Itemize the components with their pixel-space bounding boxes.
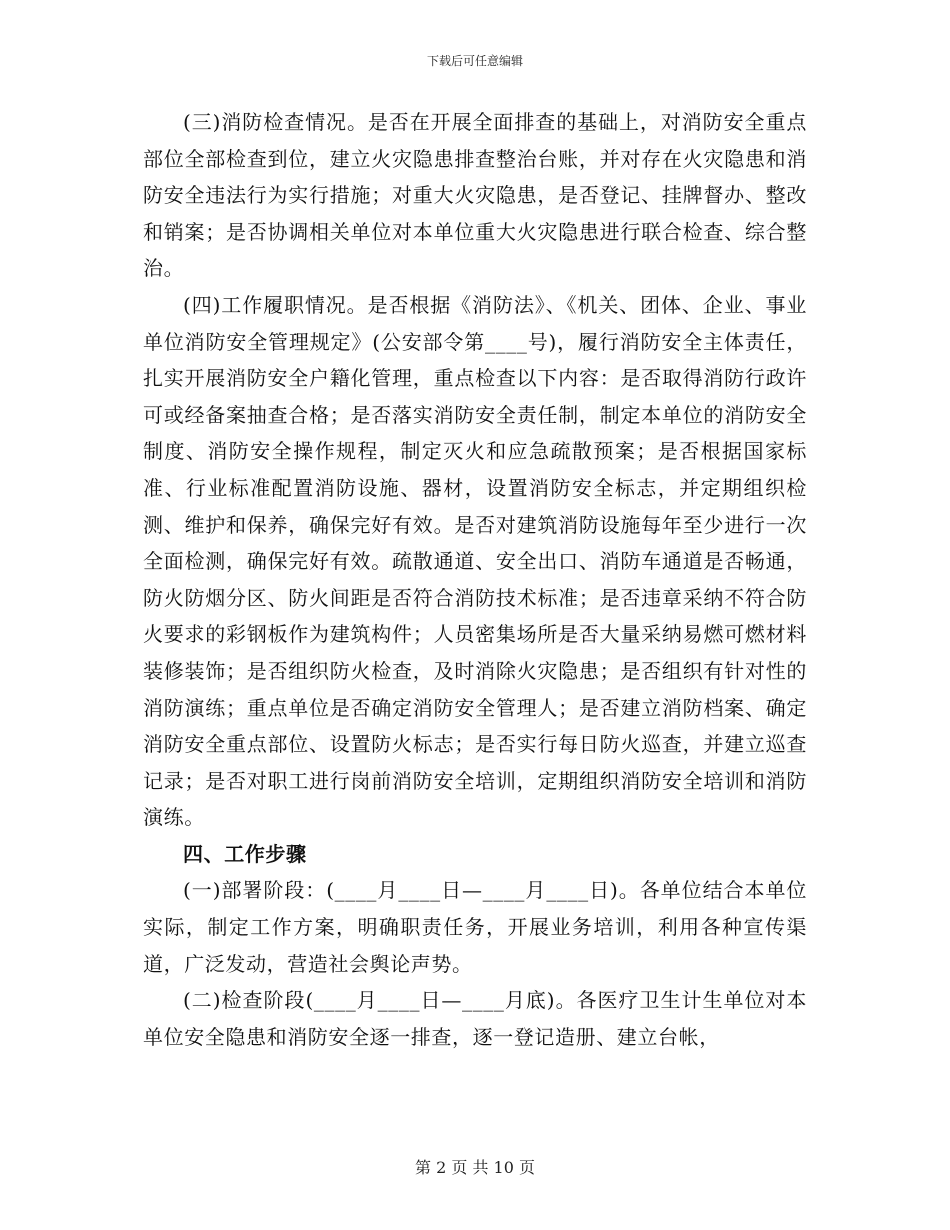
page-footer-number: 第 2 页 共 10 页 [415, 1158, 535, 1177]
paragraph-duty-performance: (四)工作履职情况。是否根据《消防法》、《机关、团体、企业、事业单位消防安全管理规定》(公安部令第____号)，履行消防安全主体责任，扎实开展消防安全户籍化管理，重点检查以下内容：是否取得消防行政许可或经备案抽查合格；是否落实消防安全责任制，制定本单位的消防安全制度、消防安全操作规程，制定灭火和应急疏散预案；是否根据国家标准、行业标准配置消防设施、器材，设置消防安全标志，并定期组织检测、维护和保养，确保完好有效。是否对建筑消防设施每年至少进行一次全面检测，确保完好有效。疏散通道、安全出口、消防车通道是否畅通，防火防烟分区、防火间距是否符合消防技术标准；是否违章采纳不符合防火要求的彩钢板作为建筑构件；人员密集场所是否大量采纳易燃可燃材料装修装饰；是否组织防火检查，及时消除火灾隐患；是否组织有针对性的消防演练；重点单位是否确定消防安全管理人；是否建立消防档案、确定消防安全重点部位、设置防火标志；是否实行每日防火巡查，并建立巡查记录；是否对职工进行岗前消防安全培训，定期组织消防安全培训和消防演练。 [143, 292, 807, 830]
paragraph-fire-inspection: (三)消防检查情况。是否在开展全面排查的基础上，对消防安全重点部位全部检查到位，建立火灾隐患排查整治台账，并对存在火灾隐患和消防安全违法行为实行措施；对重大火灾隐患，是否登记、挂牌督办、整改和销案；是否协调相关单位对本单位重大火灾隐患进行联合检查、综合整治。 [143, 110, 807, 281]
section-heading-work-steps: 四、工作步骤 [183, 841, 307, 866]
document-body [143, 104, 807, 1055]
paragraph-inspection-stage: (二)检查阶段(____月____日—____月底)。各医疗卫生计生单位对本单位安全隐患和消防安全逐一排查，逐一登记造册、建立台帐， [143, 988, 807, 1049]
paragraph-deployment-stage: (一)部署阶段：(____月____日—____月____日)。各单位结合本单位实际，制定工作方案，明确职责任务，开展业务培训，利用各种宣传渠道，广泛发动，营造社会舆论声势。 [143, 878, 807, 976]
page-header-note: 下载后可任意编辑 [426, 54, 523, 68]
